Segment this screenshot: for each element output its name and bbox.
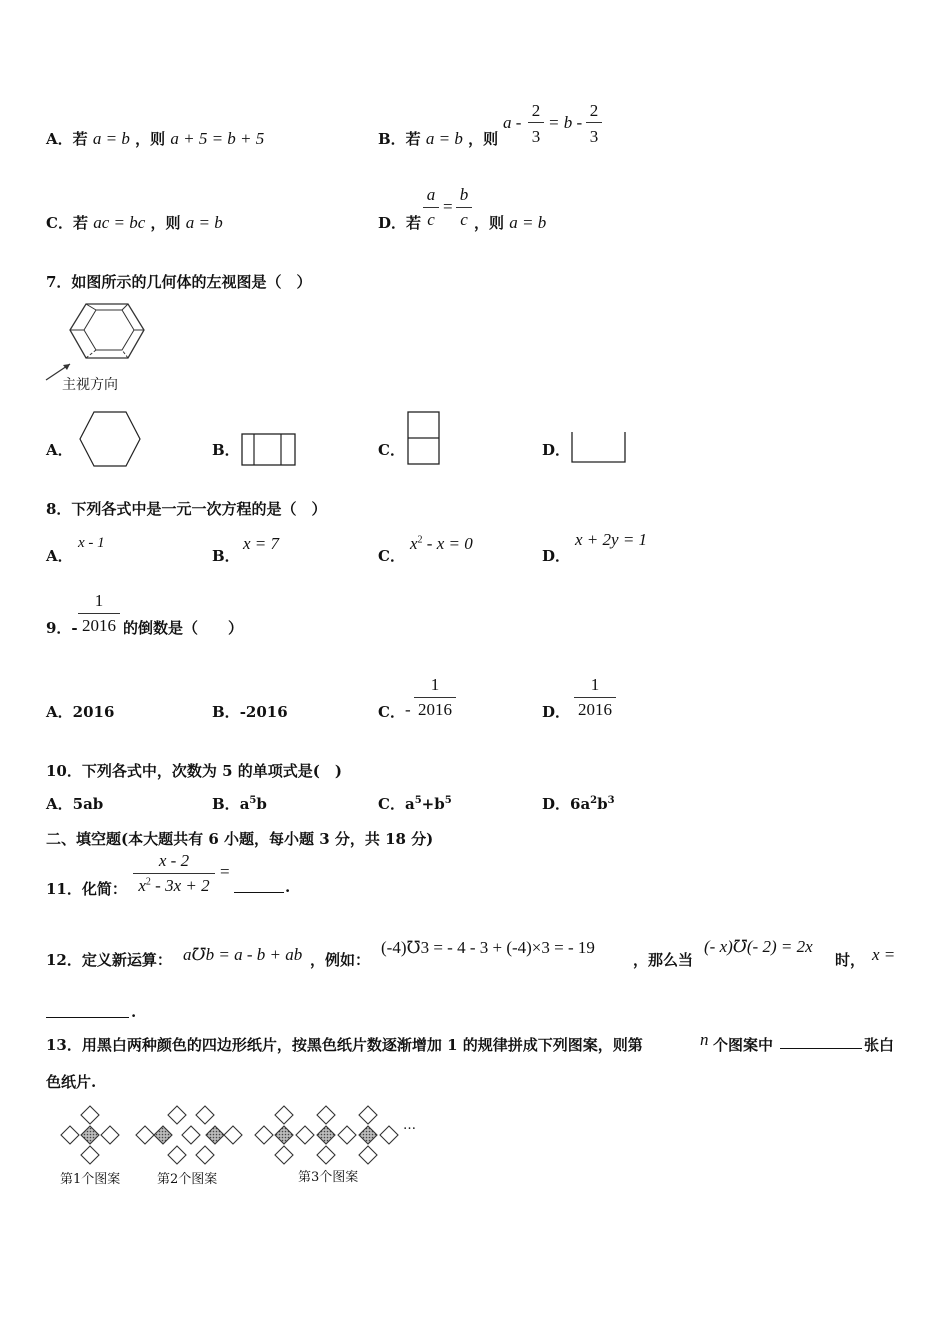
q6-option-a: A．若 a = b ，则 a + 5 = b + 5: [46, 129, 265, 148]
q10-option-a: A．5ab: [46, 795, 104, 813]
q8-option-a-label: A．: [46, 547, 73, 565]
q9-prefix: 9．-: [46, 619, 78, 637]
q7-view-caption: 主视方向: [62, 377, 118, 393]
q13-line1c: 张白: [864, 1036, 895, 1054]
q7-option-d-open-box: [569, 430, 629, 466]
q6-b-den2: 3: [589, 127, 599, 146]
q9-option-a: A．2016: [46, 703, 115, 721]
q8-option-c-label: C．: [378, 547, 405, 565]
q9-d-num: 1: [590, 675, 600, 694]
q6-b-num2: 2: [589, 101, 599, 120]
q6-b-lhs: a -: [503, 113, 522, 132]
pattern-2: [136, 1106, 242, 1164]
q13-answer-blank[interactable]: [780, 1034, 862, 1049]
q12-mid3: 时，: [835, 951, 866, 969]
q12-label: 12．定义新运算：: [46, 951, 172, 969]
q12-example: (-4)℧3 = - 4 - 3 + (-4)×3 = - 19: [381, 938, 595, 957]
q6-d-tail: ，则 a = b: [474, 213, 547, 232]
q7-option-d-label: D．: [542, 441, 571, 459]
q6-d-bar-a: [423, 207, 439, 208]
q6-b-bar2: [586, 122, 602, 123]
q11-end: .: [285, 878, 291, 896]
q13-line1b: 个图案中: [713, 1036, 774, 1054]
q12-answer-blank[interactable]: [46, 1003, 129, 1018]
q11-answer-blank[interactable]: [234, 878, 284, 893]
q13-patterns-figure: [50, 1100, 430, 1170]
q6-d-num-a: a: [426, 185, 436, 204]
q9-d-bar: [574, 697, 616, 698]
q8-option-b-label: B．: [212, 547, 240, 565]
q9-den: 2016: [82, 616, 116, 635]
q13-line1a: 13．用黑白两种颜色的四边形纸片，按黑色纸片数逐渐增加 1 的规律拼成下列图案，则第: [46, 1036, 643, 1054]
q6-option-d: D．若: [378, 214, 422, 232]
q13-caption-2: 第2个图案: [157, 1172, 218, 1187]
q7-stem: 7．如图所示的几何体的左视图是（ ）: [46, 273, 312, 291]
q11-label: 11．化简：: [46, 880, 127, 898]
q9-option-d: D．: [542, 703, 571, 721]
q6-d-den-b: c: [460, 210, 468, 229]
q6-b-bar1: [528, 122, 544, 123]
q7-option-c-stacked: [406, 410, 442, 468]
q13-caption-3: 第3个图案: [298, 1170, 359, 1185]
q12-end: .: [131, 1003, 137, 1021]
q8-option-d-expr: x + 2y = 1: [575, 530, 648, 549]
q10-option-c: C．$a^5+b^5$: [378, 795, 452, 813]
q6-d-num-b: b: [459, 185, 469, 204]
q9-frac-bar: [78, 613, 120, 614]
q6-option-b: B．若 a = b ，则: [378, 129, 499, 148]
q9-stem: 的倒数是（ ）: [123, 619, 244, 637]
q6-a-expr: a = b: [92, 129, 130, 148]
q8-stem: 8．下列各式中是一元一次方程的是（ ）: [46, 500, 327, 518]
q7-option-b-rectangles: [240, 432, 298, 468]
pattern-3: [255, 1106, 398, 1164]
q10-stem: 10．下列各式中，次数为 5 的单项式是( ): [46, 762, 342, 780]
q7-option-a-label: A．: [46, 441, 73, 459]
q13-n: n: [700, 1030, 709, 1049]
q7-option-c-label: C．: [378, 441, 405, 459]
q9-d-den: 2016: [578, 700, 612, 719]
q8-option-a-expr: x - 1: [78, 535, 105, 551]
pattern-1: [61, 1106, 119, 1164]
q13-caption-1: 第1个图案: [60, 1172, 121, 1187]
q8-option-d-label: D．: [542, 547, 571, 565]
q11-den: $x^2 - 3x + 2$: [138, 876, 210, 895]
q6-option-c: C．若 ac = bc ，则 a = b: [46, 213, 223, 232]
q9-option-b: B．-2016: [212, 703, 288, 721]
q6-b-eq: = b -: [548, 113, 583, 132]
q10-option-d: D．$6a^2b^3$: [542, 795, 615, 813]
q11-num: x - 2: [158, 851, 190, 870]
q13-line2: 色纸片.: [46, 1073, 97, 1091]
q9-c-bar: [414, 697, 456, 698]
q6-b-den1: 3: [531, 127, 541, 146]
q6-d-bar-b: [456, 207, 472, 208]
q6-d-den-a: c: [427, 210, 435, 229]
q9-option-c: C．: [378, 703, 405, 721]
section-2-title: 二、填空题(本大题共有 6 小题，每小题 3 分，共 18 分): [46, 830, 434, 848]
q12-ask: x =: [872, 945, 896, 964]
q12-condition: (- x)℧(- 2) = 2x: [704, 937, 813, 956]
q8-option-b-expr: x = 7: [243, 534, 280, 553]
q9-num: 1: [94, 591, 104, 610]
q12-mid2: ，那么当: [633, 951, 694, 969]
q12-definition: a℧b = a - b + ab: [183, 945, 303, 964]
q6-d-eq: =: [443, 197, 453, 216]
q6-a-result: a + 5 = b + 5: [170, 129, 265, 148]
q7-option-a-hexagon: [78, 410, 142, 468]
q13-ellipsis: …: [403, 1118, 416, 1133]
q6-b-num1: 2: [531, 101, 541, 120]
q11-frac-bar: [133, 873, 215, 874]
q9-c-sign: -: [405, 700, 411, 719]
q9-c-num: 1: [430, 675, 440, 694]
q8-option-c-expr: $x^2 - x = 0$: [410, 534, 473, 553]
q7-option-b-label: B．: [212, 441, 240, 459]
q12-mid: ，例如：: [310, 951, 371, 969]
q9-c-den: 2016: [418, 700, 452, 719]
q11-eq: =: [220, 862, 230, 881]
q10-option-b: B．$a^5b$: [212, 795, 267, 813]
